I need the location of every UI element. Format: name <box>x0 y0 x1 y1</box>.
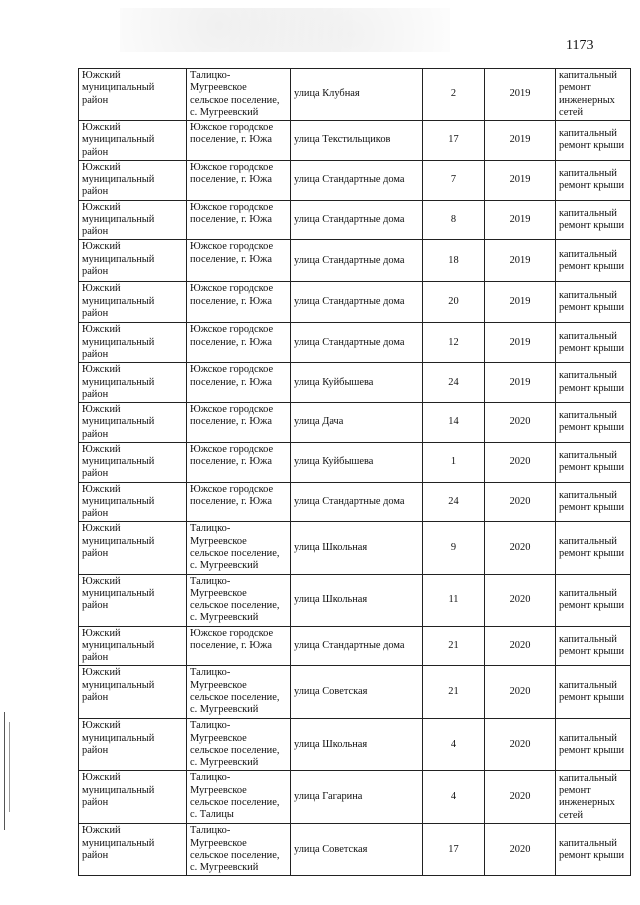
street-cell: улица Школьная <box>291 574 423 626</box>
street-cell: улица Стандартные дома <box>291 482 423 522</box>
street-cell: улица Дача <box>291 403 423 443</box>
settlement-cell: Южское городское поселение, г. Южа <box>187 363 291 403</box>
house-number-cell: 17 <box>423 121 485 161</box>
table-row <box>79 482 631 522</box>
work-type-cell: капитальный ремонт крыши <box>556 200 631 240</box>
street-cell: улица Советская <box>291 824 423 876</box>
settlement-cell: Талицко-Мугреевское сельское поселение, с. Мугреевский <box>187 824 291 876</box>
year-cell: 2019 <box>485 160 556 200</box>
house-number-cell: 8 <box>423 200 485 240</box>
house-number-cell: 24 <box>423 482 485 522</box>
scan-noise <box>120 8 450 52</box>
work-type-cell: капитальный ремонт крыши <box>556 121 631 161</box>
work-type-cell: капитальный ремонт крыши <box>556 666 631 719</box>
year-cell: 2020 <box>485 719 556 771</box>
year-cell: 2020 <box>485 403 556 443</box>
house-number-cell: 4 <box>423 719 485 771</box>
settlement-cell: Южское городское поселение, г. Южа <box>187 121 291 161</box>
district-cell: Южский муниципальный район <box>79 282 187 323</box>
settlement-cell: Талицко-Мугреевское сельское поселение, с. Мугреевский <box>187 666 291 719</box>
year-cell: 2019 <box>485 121 556 161</box>
district-cell: Южский муниципальный район <box>79 160 187 200</box>
street-cell: улица Стандартные дома <box>291 160 423 200</box>
district-cell: Южский муниципальный район <box>79 442 187 482</box>
house-number-cell: 14 <box>423 403 485 443</box>
district-cell: Южский муниципальный район <box>79 626 187 666</box>
district-cell: Южский муниципальный район <box>79 719 187 771</box>
settlement-cell: Южское городское поселение, г. Южа <box>187 282 291 323</box>
district-cell: Южский муниципальный район <box>79 574 187 626</box>
house-number-cell: 21 <box>423 626 485 666</box>
street-cell: улица Школьная <box>291 719 423 771</box>
district-cell: Южский муниципальный район <box>79 121 187 161</box>
work-type-cell: капитальный ремонт крыши <box>556 719 631 771</box>
street-cell: улица Стандартные дома <box>291 323 423 363</box>
settlement-cell: Южское городское поселение, г. Южа <box>187 160 291 200</box>
district-cell: Южский муниципальный район <box>79 522 187 574</box>
house-number-cell: 21 <box>423 666 485 719</box>
district-cell: Южский муниципальный район <box>79 69 187 121</box>
house-number-cell: 18 <box>423 240 485 282</box>
year-cell: 2019 <box>485 282 556 323</box>
work-type-cell: капитальный ремонт крыши <box>556 363 631 403</box>
table-row <box>79 666 631 719</box>
settlement-cell: Южское городское поселение, г. Южа <box>187 240 291 282</box>
house-number-cell: 24 <box>423 363 485 403</box>
settlement-cell: Южское городское поселение, г. Южа <box>187 626 291 666</box>
house-number-cell: 7 <box>423 160 485 200</box>
settlement-cell: Талицко-Мугреевское сельское поселение, с. Мугреевский <box>187 719 291 771</box>
house-number-cell: 20 <box>423 282 485 323</box>
work-type-cell: капитальный ремонт крыши <box>556 240 631 282</box>
district-cell: Южский муниципальный район <box>79 771 187 824</box>
house-number-cell: 4 <box>423 771 485 824</box>
table-row <box>79 574 631 626</box>
district-cell: Южский муниципальный район <box>79 824 187 876</box>
street-cell: улица Клубная <box>291 69 423 121</box>
year-cell: 2020 <box>485 824 556 876</box>
table-row <box>79 240 631 282</box>
year-cell: 2020 <box>485 482 556 522</box>
street-cell: улица Школьная <box>291 522 423 574</box>
margin-mark <box>9 722 10 812</box>
year-cell: 2020 <box>485 442 556 482</box>
house-number-cell: 12 <box>423 323 485 363</box>
table-row <box>79 403 631 443</box>
work-type-cell: капитальный ремонт крыши <box>556 282 631 323</box>
table-row <box>79 442 631 482</box>
house-number-cell: 2 <box>423 69 485 121</box>
year-cell: 2020 <box>485 666 556 719</box>
settlement-cell: Южское городское поселение, г. Южа <box>187 323 291 363</box>
street-cell: улица Стандартные дома <box>291 626 423 666</box>
street-cell: улица Стандартные дома <box>291 200 423 240</box>
repair-schedule-table <box>78 68 631 876</box>
house-number-cell: 1 <box>423 442 485 482</box>
settlement-cell: Южское городское поселение, г. Южа <box>187 403 291 443</box>
year-cell: 2019 <box>485 69 556 121</box>
house-number-cell: 11 <box>423 574 485 626</box>
district-cell: Южский муниципальный район <box>79 363 187 403</box>
settlement-cell: Талицко-Мугреевское сельское поселение, с. Мугреевский <box>187 69 291 121</box>
work-type-cell: капитальный ремонт крыши <box>556 482 631 522</box>
table-row <box>79 626 631 666</box>
year-cell: 2019 <box>485 323 556 363</box>
table-row <box>79 69 631 121</box>
year-cell: 2020 <box>485 626 556 666</box>
district-cell: Южский муниципальный район <box>79 323 187 363</box>
work-type-cell: капитальный ремонт крыши <box>556 574 631 626</box>
margin-mark <box>4 712 5 830</box>
year-cell: 2019 <box>485 240 556 282</box>
table-row <box>79 121 631 161</box>
work-type-cell: капитальный ремонт крыши <box>556 403 631 443</box>
table-row <box>79 200 631 240</box>
work-type-cell: капитальный ремонт инженерных сетей <box>556 69 631 121</box>
work-type-cell: капитальный ремонт крыши <box>556 626 631 666</box>
year-cell: 2019 <box>485 363 556 403</box>
settlement-cell: Южское городское поселение, г. Южа <box>187 442 291 482</box>
year-cell: 2019 <box>485 200 556 240</box>
street-cell: улица Стандартные дома <box>291 282 423 323</box>
table-row <box>79 323 631 363</box>
district-cell: Южский муниципальный район <box>79 403 187 443</box>
settlement-cell: Южское городское поселение, г. Южа <box>187 200 291 240</box>
settlement-cell: Талицко-Мугреевское сельское поселение, с. Талицы <box>187 771 291 824</box>
work-type-cell: капитальный ремонт крыши <box>556 824 631 876</box>
house-number-cell: 9 <box>423 522 485 574</box>
table-body <box>79 69 631 876</box>
year-cell: 2020 <box>485 771 556 824</box>
settlement-cell: Талицко-Мугреевское сельское поселение, с. Мугреевский <box>187 574 291 626</box>
table-row <box>79 719 631 771</box>
settlement-cell: Южское городское поселение, г. Южа <box>187 482 291 522</box>
year-cell: 2020 <box>485 574 556 626</box>
district-cell: Южский муниципальный район <box>79 482 187 522</box>
house-number-cell: 17 <box>423 824 485 876</box>
settlement-cell: Талицко-Мугреевское сельское поселение, с. Мугреевский <box>187 522 291 574</box>
street-cell: улица Куйбышева <box>291 363 423 403</box>
page-number: 1173 <box>566 38 594 53</box>
table-row <box>79 282 631 323</box>
street-cell: улица Текстильщиков <box>291 121 423 161</box>
year-cell: 2020 <box>485 522 556 574</box>
table-row <box>79 771 631 824</box>
street-cell: улица Куйбышева <box>291 442 423 482</box>
table-row <box>79 522 631 574</box>
table-row <box>79 363 631 403</box>
work-type-cell: капитальный ремонт крыши <box>556 160 631 200</box>
work-type-cell: капитальный ремонт инженерных сетей <box>556 771 631 824</box>
street-cell: улица Советская <box>291 666 423 719</box>
table-row <box>79 160 631 200</box>
table-row <box>79 824 631 876</box>
district-cell: Южский муниципальный район <box>79 666 187 719</box>
work-type-cell: капитальный ремонт крыши <box>556 323 631 363</box>
work-type-cell: капитальный ремонт крыши <box>556 522 631 574</box>
district-cell: Южский муниципальный район <box>79 240 187 282</box>
street-cell: улица Стандартные дома <box>291 240 423 282</box>
work-type-cell: капитальный ремонт крыши <box>556 442 631 482</box>
district-cell: Южский муниципальный район <box>79 200 187 240</box>
street-cell: улица Гагарина <box>291 771 423 824</box>
